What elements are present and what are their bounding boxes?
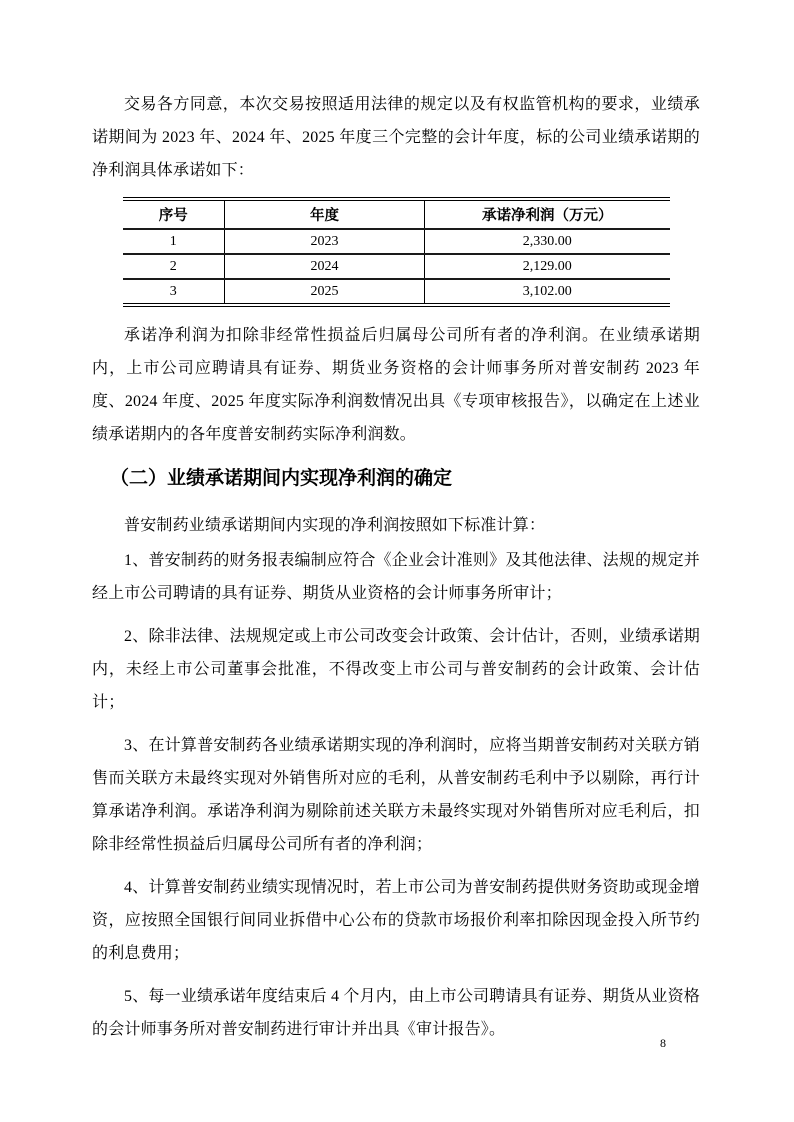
cell-index: 1 (123, 229, 225, 254)
cell-profit: 3,102.00 (425, 279, 670, 305)
cell-year: 2024 (225, 254, 425, 279)
page-number: 8 (660, 1036, 666, 1050)
table-header-row (123, 199, 670, 229)
committed-net-profit-table (123, 197, 670, 307)
table-row (123, 254, 670, 279)
paragraph-transaction-agreement: 交易各方同意，本次交易按照适用法律的规定以及有权监管机构的要求，业绩承诺期间为 2023 年、2024 年、2025 年度三个完整的会计年度，标的公司业绩承诺期的净利润具体承诺如下： (92, 96, 700, 179)
list-item-2: 2、除非法律、法规规定或上市公司改变会计政策、会计估计，否则，业绩承诺期内，未经上市公司董事会批准，不得改变上市公司与普安制药的会计政策、会计估计； (92, 628, 700, 711)
list-item-5: 5、每一业绩承诺年度结束后 4 个月内，由上市公司聘请具有证券、期货从业资格的会计师事务所对普安制药进行审计并出具《审计报告》。 (92, 988, 700, 1038)
paragraph-calculation-intro: 普安制药业绩承诺期间内实现的净利润按照如下标准计算： (124, 517, 546, 534)
list-item-3: 3、在计算普安制药各业绩承诺期实现的净利润时，应将当期普安制药对关联方销售而关联方未最终实现对外销售所对应的毛利，从普安制药毛利中予以剔除，再行计算承诺净利润。承诺净利润为剔除前述关联方未最终实现对外销售所对应毛利后，扣除非经常性损益后归属母公司所有者的净利润； (92, 737, 700, 853)
list-item-1: 1、普安制药的财务报表编制应符合《企业会计准则》及其他法律、法规的规定并经上市公司聘请的具有证券、期货从业资格的会计师事务所审计； (92, 552, 700, 602)
column-header-committed-profit: 承诺净利润（万元） (425, 199, 670, 229)
cell-index: 3 (169, 283, 177, 299)
cell-year: 2023 (225, 229, 425, 254)
column-header-index: 序号 (123, 199, 225, 229)
cell-profit: 2,330.00 (425, 229, 670, 254)
cell-index: 2 (123, 254, 225, 279)
list-item-4: 4、计算普安制药业绩实现情况时，若上市公司为普安制药提供财务资助或现金增资，应按照全国银行间同业拆借中心公布的贷款市场报价利率扣除因现金投入所节约的利息费用； (92, 879, 700, 962)
cell-year: 2025 (225, 279, 425, 305)
column-header-year: 年度 (225, 199, 425, 229)
table-row (123, 279, 670, 305)
section-heading: （二）业绩承诺期间内实现净利润的确定 (110, 468, 453, 489)
paragraph-audit-report: 承诺净利润为扣除非经常性损益后归属母公司所有者的净利润。在业绩承诺期内，上市公司应聘请具有证券、期货业务资格的会计师事务所对普安制药 2023 年度、2024 年度、2025 年度实际净利润数情况出具《专项审核报告》，以确定在上述业绩承诺期内的各年度普安制药实际净利润数。 (92, 327, 700, 443)
cell-profit: 2,129.00 (425, 254, 670, 279)
page-content (92, 88, 700, 1056)
table-row (123, 229, 670, 254)
